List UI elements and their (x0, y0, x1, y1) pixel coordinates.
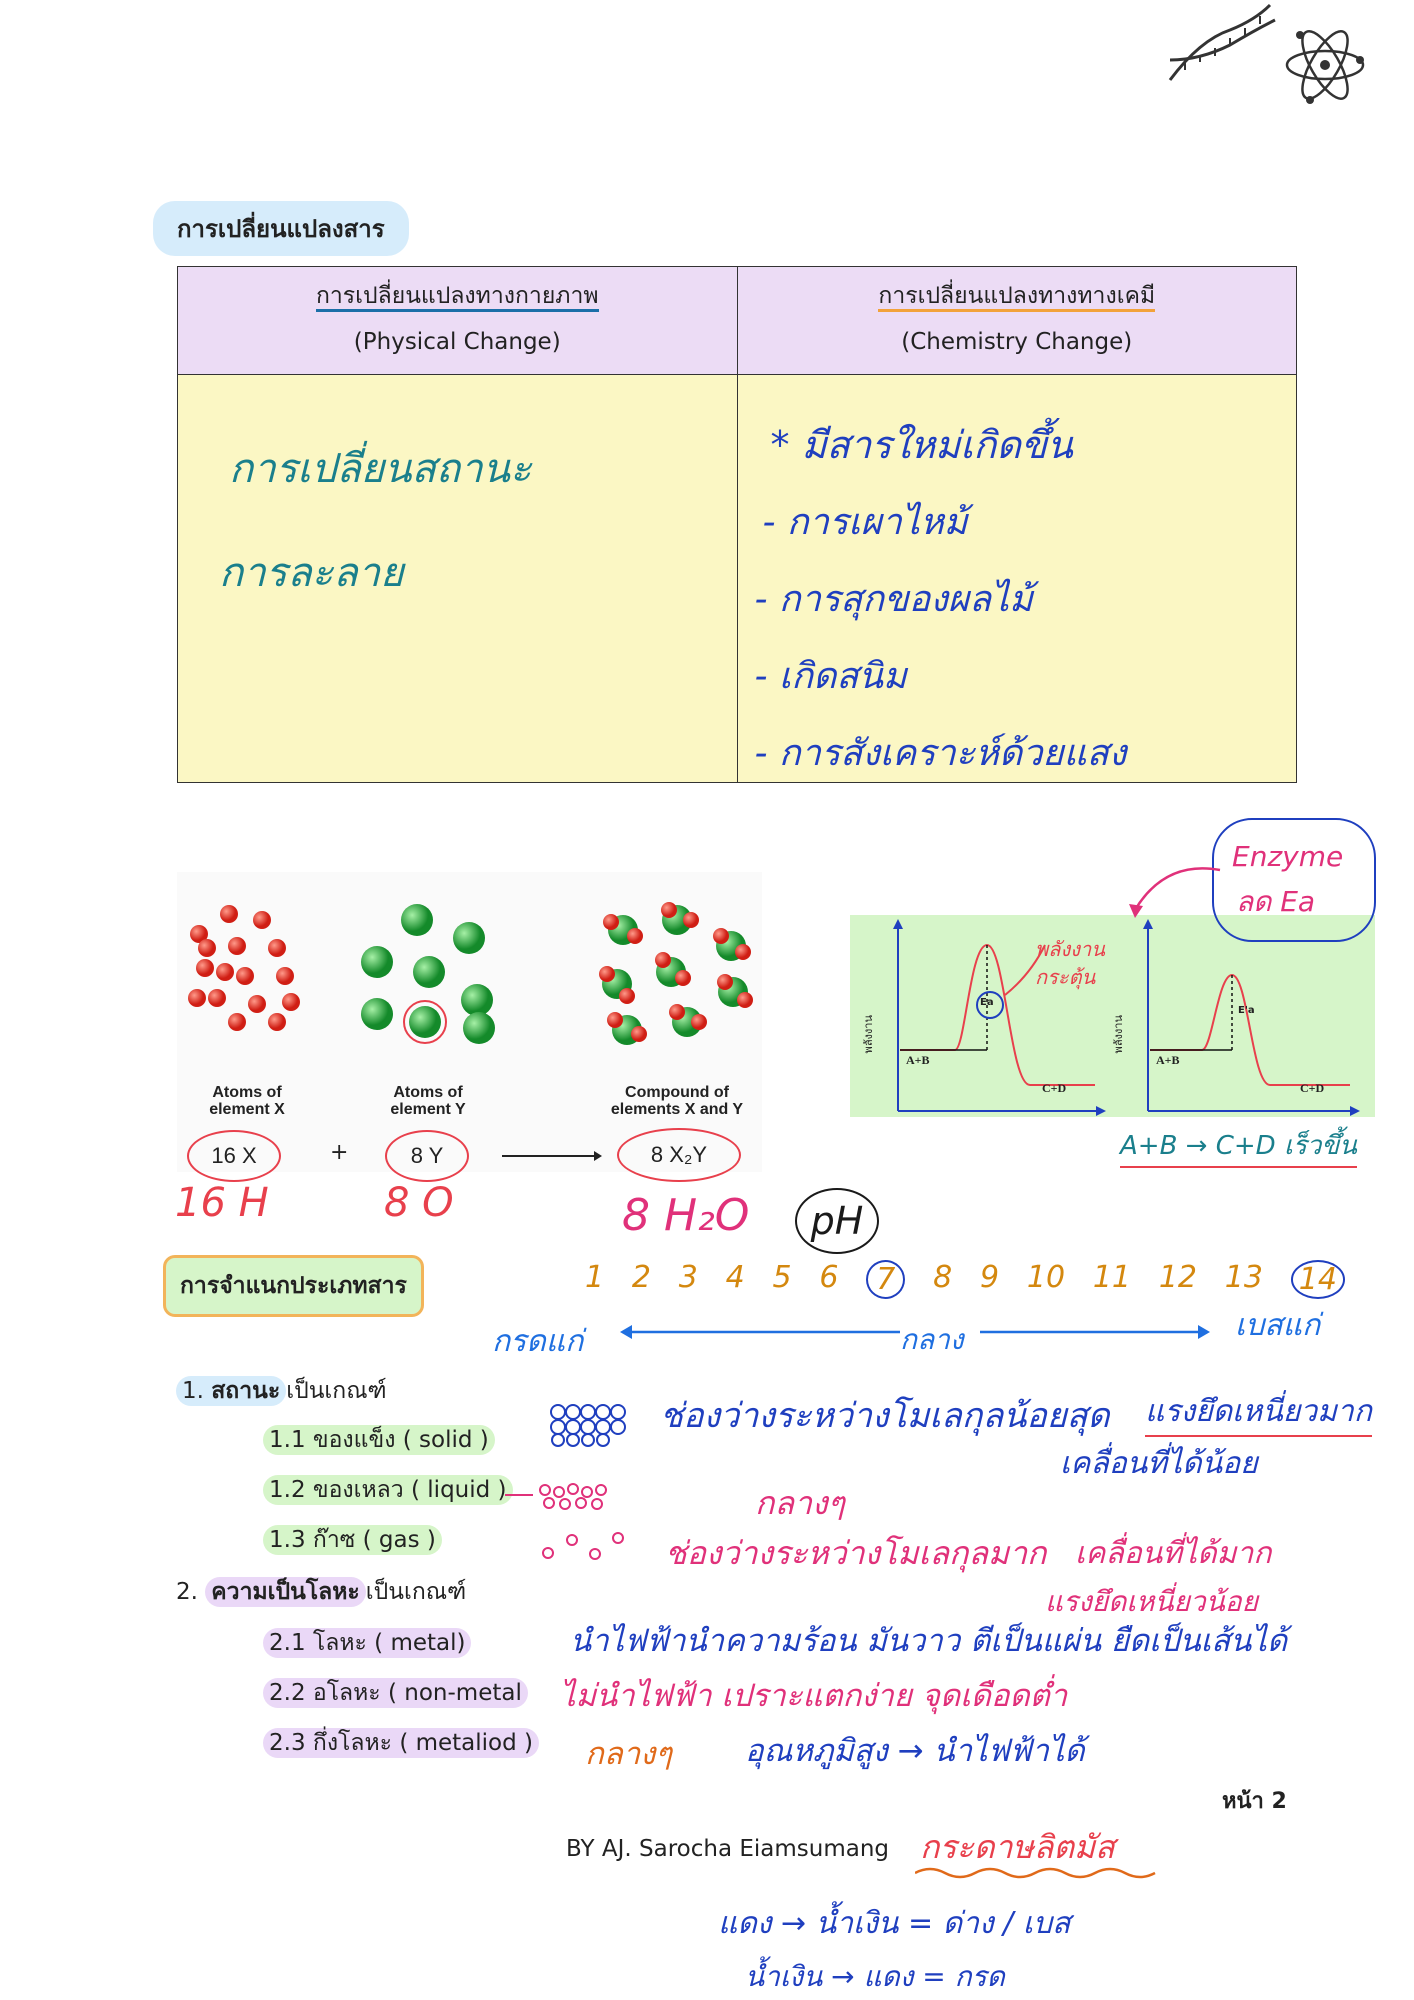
classification-title: การจำแนกประเภทสาร (163, 1255, 424, 1317)
chemical-change-header (737, 267, 1297, 375)
class-item-2-1-text: 2.1 โลหะ ( metal) (263, 1628, 471, 1658)
chemical-note-4: - เกิดสนิม (754, 656, 907, 697)
physical-note-1: การเปลี่ยนสถานะ (229, 446, 532, 492)
litmus-title: กระดาษลิตมัส (920, 1828, 1115, 1866)
activation-note: พลังงานกระตุ้น (1035, 937, 1105, 989)
eq-y: 8 Y (385, 1130, 469, 1182)
energy-figure (850, 915, 1375, 1117)
chemical-note-1: * มีสารใหม่เกิดขึ้น (770, 423, 1073, 467)
chemical-note-2: - การเผาไหม้ (762, 502, 968, 543)
ph-12: 12 (1158, 1260, 1197, 1295)
ph-base-label: เบสแก่ (1235, 1308, 1321, 1343)
ph-4: 4 (725, 1260, 745, 1295)
ph-title: pH (795, 1188, 879, 1254)
class-item-2-rest: เป็นเกณฑ์ (365, 1579, 467, 1605)
gas-particles-icon (540, 1528, 630, 1564)
eq-x: 16 X (187, 1130, 281, 1182)
ph-numbers (585, 1260, 1345, 1299)
class-item-2-num: 2. (176, 1579, 198, 1605)
eq-compound: 8 X₂Y (617, 1128, 741, 1182)
note-gas: ช่องว่างระหว่างโมเลกุลมาก (665, 1534, 1047, 1572)
note-gas-force: แรงยึดเหนี่ยวน้อย (1045, 1585, 1259, 1618)
class-item-2-2 (263, 1675, 528, 1711)
class-item-1-2 (263, 1472, 513, 1508)
reaction-faster-note: A+B → C+D เร็วขึ้น (1120, 1125, 1357, 1168)
note-metalloid-1: กลางๆ (585, 1736, 672, 1772)
section-title: การเปลี่ยนแปลงสาร (153, 201, 409, 256)
physical-change-header (178, 267, 738, 375)
left-reactants: A+B (906, 1053, 930, 1067)
chemical-change-subtitle: (Chemistry Change) (901, 329, 1133, 355)
ph-6: 6 (819, 1260, 839, 1295)
hand-8o: 8 O (384, 1180, 454, 1226)
hand-16h: 16 H (175, 1180, 269, 1226)
class-item-1-1 (263, 1422, 495, 1458)
note-solid-force: แรงยึดเหนี่ยวมาก (1145, 1388, 1372, 1437)
chemical-change-title: การเปลี่ยนแปลงทางทางเคมี (878, 283, 1155, 312)
dna-icon (1160, 0, 1280, 90)
class-item-2-2-text: 2.2 อโลหะ ( non-metal (263, 1678, 528, 1708)
ph-14: 14 (1291, 1260, 1345, 1299)
left-ea: Ea (980, 997, 994, 1008)
note-nonmetal: ไม่นำไฟฟ้า เปราะแตกง่าย จุดเดือดต่ำ (560, 1678, 1068, 1714)
right-reactants: A+B (1156, 1053, 1180, 1067)
yaxis-label-left: พลังงาน (862, 1015, 875, 1054)
class-item-2-bold: ความเป็นโลหะ (211, 1579, 360, 1605)
atoms-figure (177, 872, 762, 1172)
class-item-2 (176, 1574, 466, 1610)
page-number: หน้า 2 (1222, 1789, 1287, 1814)
ph-8: 8 (933, 1260, 953, 1295)
ph-5: 5 (772, 1260, 792, 1295)
litmus-blue-to-red: น้ำเงิน → แดง = กรด (745, 1960, 1005, 1993)
enzyme-note-1: Enzyme (1232, 840, 1344, 873)
ph-2: 2 (631, 1260, 651, 1295)
class-item-2-1 (263, 1625, 471, 1661)
left-products: C+D (1042, 1081, 1067, 1095)
reaction-arrow (502, 1150, 602, 1162)
right-ea: E'a (1238, 1005, 1255, 1016)
enzyme-arrow (1125, 860, 1225, 920)
yaxis-label-right: พลังงาน (1112, 1015, 1125, 1054)
note-solid: ช่องว่างระหว่างโมเลกุลน้อยสุด (660, 1396, 1110, 1436)
class-item-2-3-text: 2.3 กึ่งโลหะ ( metaliod ) (263, 1728, 539, 1758)
ph-9: 9 (980, 1260, 1000, 1295)
ph-13: 13 (1224, 1260, 1263, 1295)
class-item-2-3 (263, 1725, 539, 1761)
litmus-red-to-blue: แดง → น้ำเงิน = ด่าง / เบส (718, 1906, 1071, 1941)
physical-change-title: การเปลี่ยนแปลงทางกายภาพ (316, 283, 599, 312)
note-metal: นำไฟฟ้านำความร้อน มันวาว ตีเป็นแผ่น ยืดเป็นเส้นได้ (570, 1623, 1288, 1659)
physical-change-subtitle: (Physical Change) (353, 329, 561, 355)
note-metalloid-2: อุณหภูมิสูง → นำไฟฟ้าได้ (745, 1733, 1085, 1769)
ph-acid-label: กรดแก่ (492, 1324, 584, 1359)
physical-note-2: การละลาย (219, 550, 404, 596)
ph-7: 7 (866, 1260, 905, 1299)
hand-water: 8 H₂O (622, 1190, 750, 1241)
class-item-1-num: 1. (182, 1378, 204, 1404)
liquid-particles-icon (505, 1480, 625, 1510)
class-item-1-rest: เป็นเกณฑ์ (286, 1378, 387, 1404)
class-item-1-3-text: 1.3 ก๊าซ ( gas ) (263, 1525, 442, 1555)
right-products: C+D (1300, 1081, 1325, 1095)
litmus-underline (915, 1865, 1165, 1881)
chemical-note-5: - การสังเคราะห์ด้วยแสง (754, 733, 1127, 774)
note-liquid: กลางๆ (755, 1484, 845, 1522)
note-gas-move: เคลื่อนที่ได้มาก (1075, 1536, 1272, 1571)
ph-middle-label: กลาง (900, 1323, 964, 1356)
ph-11: 11 (1092, 1260, 1132, 1295)
class-item-1 (176, 1373, 387, 1409)
solid-particles-icon (548, 1402, 628, 1448)
class-item-1-2-text: 1.2 ของเหลว ( liquid ) (263, 1475, 513, 1505)
class-item-1-bold: สถานะ (211, 1378, 281, 1404)
ph-1: 1 (585, 1260, 605, 1295)
comparison-table (177, 266, 1297, 783)
atoms-drawing (177, 872, 762, 1052)
ph-3: 3 (678, 1260, 698, 1295)
class-item-1-3 (263, 1522, 442, 1558)
physical-change-notes (178, 375, 738, 783)
enzyme-note-2: ลด Ea (1236, 885, 1316, 918)
note-solid-move: เคลื่อนที่ได้น้อย (1060, 1446, 1258, 1481)
atoms-x-label: Atoms of element X (209, 1084, 285, 1118)
eq-plus: + (330, 1140, 349, 1165)
compound-label: Compound of elements X and Y (610, 1084, 744, 1118)
class-item-1-1-text: 1.1 ของแข็ง ( solid ) (263, 1425, 495, 1455)
atom-icon (1280, 20, 1370, 110)
atoms-y-label: Atoms of element Y (390, 1084, 466, 1118)
chemical-note-3: - การสุกของผลไม้ (754, 579, 1033, 620)
author-credit: BY AJ. Sarocha Eiamsumang (566, 1836, 890, 1862)
ph-10: 10 (1026, 1260, 1066, 1295)
chemical-change-notes (737, 375, 1297, 783)
